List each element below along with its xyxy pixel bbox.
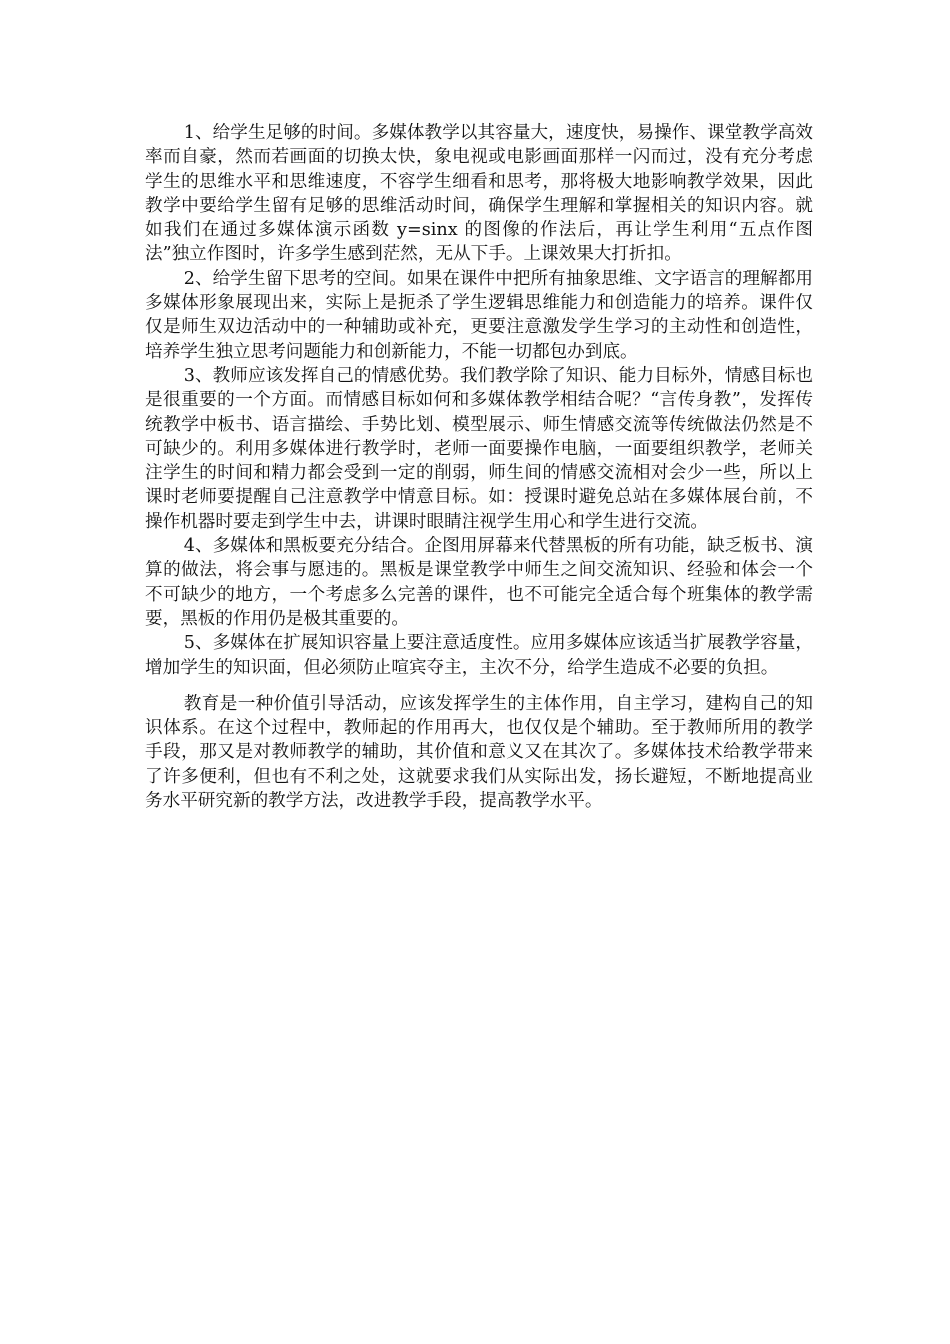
paragraph-conclusion: 教育是一种价值引导活动，应该发挥学生的主体作用，自主学习，建构自己的知识体系。在这个过程中，教师起的作用再大，也仅仅是个辅助。至于教师所用的教学手段，那又是对教师教学的辅助，其价值和意义又在其次了。多媒体技术给教学带来了许多便利，但也有不利之处，这就要求我们从实际出发，扬长避短，不断地提高业务水平研究新的教学方法，改进教学手段，提高教学水平。 xyxy=(145,693,813,812)
paragraph-4: 4、多媒体和黑板要充分结合。企图用屏幕来代替黑板的所有功能，缺乏板书、演算的做法，将会事与愿违的。黑板是课堂教学中师生之间交流知识、经验和体会一个不可缺少的地方，一个考虑多么完善的课件，也不可能完全适合每个班集体的教学需要，黑板的作用仍是极其重要的。 xyxy=(145,536,813,629)
document-body xyxy=(145,121,813,813)
paragraph-3: 3、教师应该发挥自己的情感优势。我们教学除了知识、能力目标外，情感目标也是很重要的一个方面。而情感目标如何和多媒体教学相结合呢？“言传身教”，发挥传统教学中板书、语言描绘、手势比划、模型展示、师生情感交流等传统做法仍然是不可缺少的。利用多媒体进行教学时，老师一面要操作电脑，一面要组织教学，老师关注学生的时间和精力都会受到一定的削弱，师生间的情感交流相对会少一些，所以上课时老师要提醒自己注意教学中情意目标。如：授课时避免总站在多媒体展台前，不操作机器时要走到学生中去，讲课时眼睛注视学生用心和学生进行交流。 xyxy=(145,365,813,532)
paragraph-2: 2、给学生留下思考的空间。如果在课件中把所有抽象思维、文字语言的理解都用多媒体形象展现出来，实际上是扼杀了学生逻辑思维能力和创造能力的培养。课件仅仅是师生双边活动中的一种辅助或补充，更要注意激发学生学习的主动性和创造性，培养学生独立思考问题能力和创新能力，不能一切都包办到底。 xyxy=(145,268,813,362)
paragraph-1: 1、给学生足够的时间。多媒体教学以其容量大，速度快，易操作、课堂教学高效率而自豪，然而若画面的切换太快，象电视或电影画面那样一闪而过，没有充分考虑学生的思维水平和思维速度，不容学生细看和思考，那将极大地影响教学效果，因此教学中要给学生留有足够的思维活动时间，确保学生理解和掌握相关的知识内容。就如我们在通过多媒体演示函数 y=sinx 的图像的作法后，再让学生利用“五点作图法”独立作图时，许多学生感到茫然，无从下手。上课效果大打折扣。 xyxy=(145,123,813,265)
paragraph-5: 5、多媒体在扩展知识容量上要注意适度性。应用多媒体应该适当扩展教学容量，增加学生的知识面，但必须防止喧宾夺主，主次不分，给学生造成不必要的负担。 xyxy=(145,633,813,678)
